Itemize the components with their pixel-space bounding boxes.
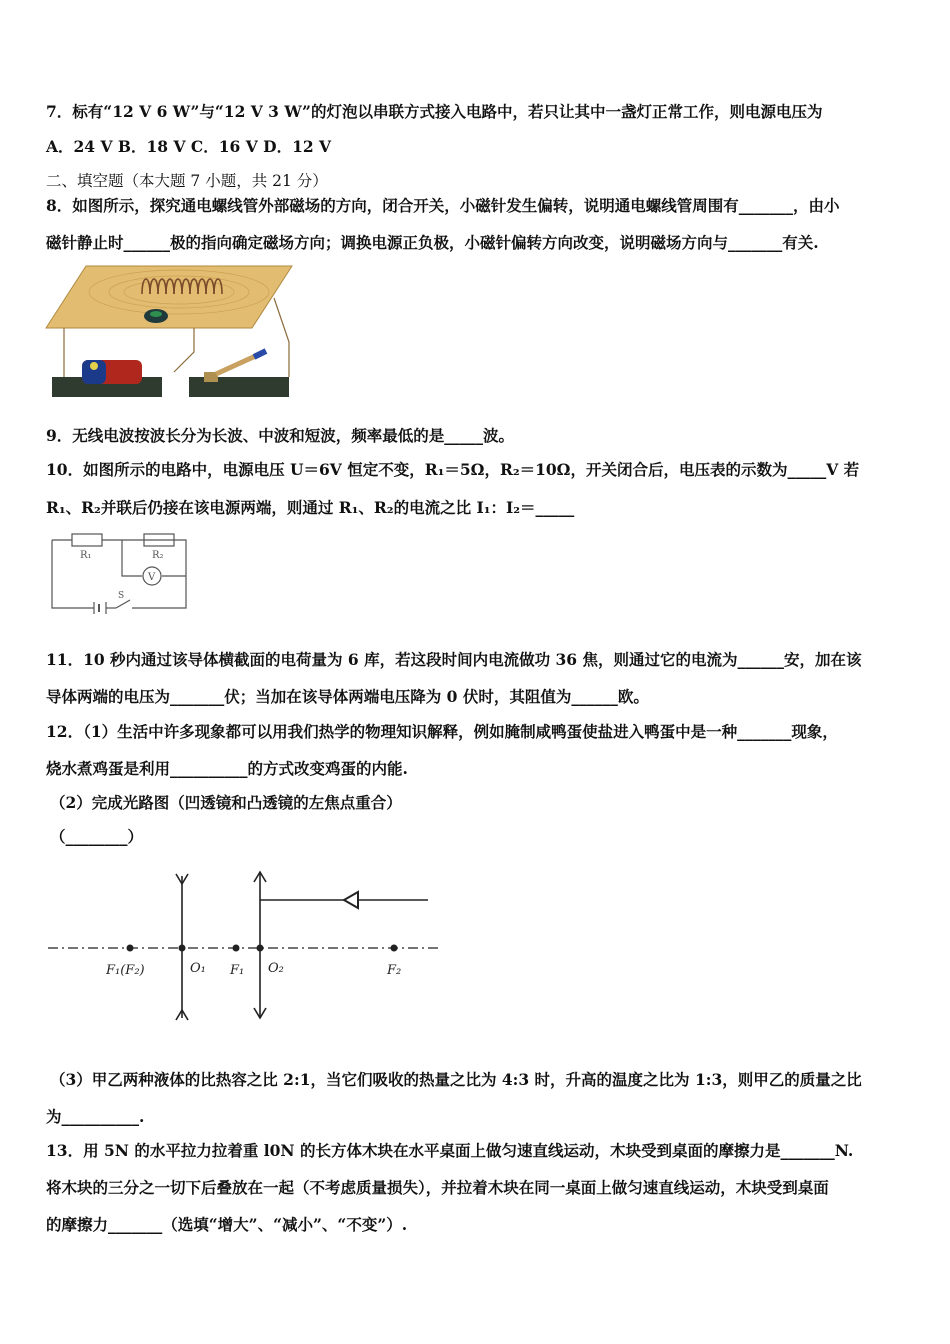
switch-label: S [118, 591, 125, 601]
r1-label: R₁ [80, 550, 92, 561]
f1f2-label: F₁(F₂) [106, 963, 145, 978]
q11-line1: 11．10 秒内通过该导体横截面的电荷量为 6 库，若这段时间内电流做功 36 焦，则通过它的电流为______安，加在该 [46, 650, 862, 669]
q12-part3-line1: （3）甲乙两种液体的比热容之比 2:1，当它们吸收的热量之比为 4:3 时，升高的温度之比为 1:3，则甲乙的质量之比 [50, 1070, 862, 1089]
circuit-diagram [44, 530, 194, 615]
q9-line1: 9．无线电波按波长分为长波、中波和短波，频率最低的是_____波。 [46, 426, 515, 445]
q12-line2: 烧水煮鸡蛋是利用__________的方式改变鸡蛋的内能. [46, 759, 408, 778]
resistor-r1 [72, 534, 102, 546]
q13-line2: 将木块的三分之一切下后叠放在一起（不考虑质量损失），并拉着木块在同一桌面上做匀速直线运动，木块受到桌面 [46, 1178, 829, 1197]
section-heading: 二、填空题（本大题 7 小题，共 21 分） [46, 172, 328, 190]
o1-label: O₁ [190, 961, 206, 976]
q7-stem: 7．标有“12 V 6 W”与“12 V 3 W”的灯泡以串联方式接入电路中，若只让其中一盏灯正常工作，则电源电压为 [46, 102, 823, 121]
f1-label: F₁ [230, 963, 245, 978]
q12-part2: （2）完成光路图（凹透镜和凸透镜的左焦点重合） [50, 793, 402, 812]
q7-options: A．24 V B．18 V C．16 V D．12 V [46, 137, 332, 156]
q11-line2: 导体两端的电压为_______伏；当加在该导体两端电压降为 0 伏时，其阻值为______欧。 [46, 687, 649, 706]
q12-part2-blank[interactable]: （________） [50, 827, 144, 846]
q8-line2: 磁针静止时______极的指向确定磁场方向；调换电源正负极，小磁针偏转方向改变，说明磁场方向与_______有关. [46, 233, 819, 252]
q13-line1: 13．用 5N 的水平拉力拉着重 l0N 的长方体木块在水平桌面上做匀速直线运动，木块受到桌面的摩擦力是_______N. [46, 1141, 854, 1160]
q10-line1: 10．如图所示的电路中，电源电压 U＝6V 恒定不变，R₁＝5Ω，R₂＝10Ω，开关闭合后，电压表的示数为_____V 若 [46, 460, 860, 479]
q8-line1: 8．如图所示，探究通电螺线管外部磁场的方向，闭合开关，小磁针发生偏转，说明通电螺线管周围有_______，由小 [46, 196, 840, 215]
r2-label: R₂ [152, 550, 164, 561]
f2-label: F₂ [387, 963, 402, 978]
q12-line1: 12．（1）生活中许多现象都可以用我们热学的物理知识解释，例如腌制咸鸭蛋使盐进入鸭蛋中是一种_______现象， [46, 722, 838, 741]
q12-part3-line2: 为__________. [46, 1107, 145, 1126]
optics-diagram [44, 868, 444, 1024]
solenoid-experiment-figure [44, 262, 294, 402]
o2-label: O₂ [268, 961, 284, 976]
q10-line2: R₁、R₂并联后仍接在该电源两端，则通过 R₁、R₂的电流之比 I₁：I₂＝_____ [46, 498, 575, 517]
voltmeter-label: V [148, 572, 156, 583]
q13-line3: 的摩擦力_______（选填“增大”、“减小”、“不变”）. [46, 1215, 408, 1234]
